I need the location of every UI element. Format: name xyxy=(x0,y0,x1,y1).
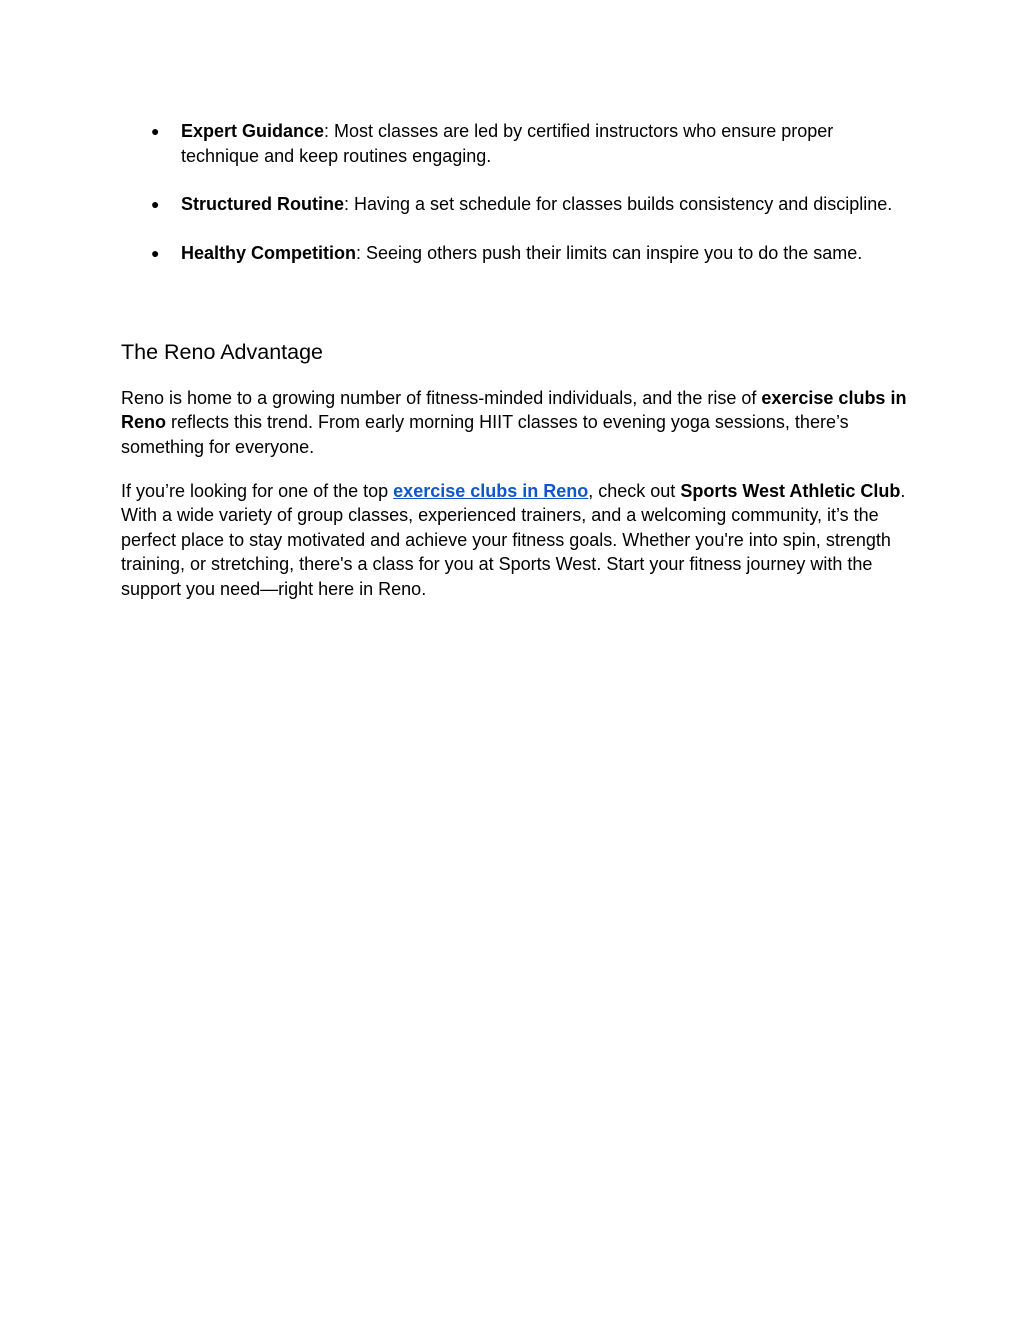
bullet-title: Structured Routine xyxy=(181,194,345,214)
bullet-text: : Having a set schedule for classes builds consistency and discipline. xyxy=(344,194,893,214)
list-item xyxy=(121,241,911,266)
bullet-icon: ● xyxy=(151,196,160,212)
list-item xyxy=(121,119,911,168)
list-item xyxy=(121,192,911,217)
paragraph-text: . With a wide variety of group classes, experienced trainers, and a welcoming community, it’s the perfect place to stay motivated and achieve your fitness goals. Whether you're into spin, strength training, or stretching, there's a class for you at Sports West. Start your fitness journey with the support you need—right here in Reno. xyxy=(121,481,906,599)
benefits-list xyxy=(121,119,911,289)
bullet-icon: ● xyxy=(151,244,160,261)
bullet-title: Expert Guidance xyxy=(181,121,325,141)
bullet-title: Healthy Competition xyxy=(181,242,357,263)
club-name: Sports West Athletic Club xyxy=(680,481,901,501)
section-heading: The Reno Advantage xyxy=(121,340,324,364)
bold-phrase: exercise clubs in Reno xyxy=(121,388,907,433)
intro-paragraph xyxy=(121,386,911,459)
bullet-text: : Seeing others push their limits can inspire you to do the same. xyxy=(356,242,863,263)
bullet-icon: ● xyxy=(151,123,160,139)
paragraph-text: Reno is home to a growing number of fitness-minded individuals, and the rise of xyxy=(121,388,762,408)
bullet-text: : Most classes are led by certified instructors who ensure proper technique and keep routines engaging. xyxy=(181,121,834,166)
exercise-clubs-link[interactable]: exercise clubs in Reno xyxy=(393,481,589,501)
paragraph-text: , check out xyxy=(588,481,681,501)
paragraph-text: If you’re looking for one of the top xyxy=(121,481,394,501)
paragraph-text: reflects this trend. From early morning HIIT classes to evening yoga sessions, there’s something for everyone. xyxy=(121,412,849,457)
recommendation-paragraph xyxy=(121,479,911,601)
